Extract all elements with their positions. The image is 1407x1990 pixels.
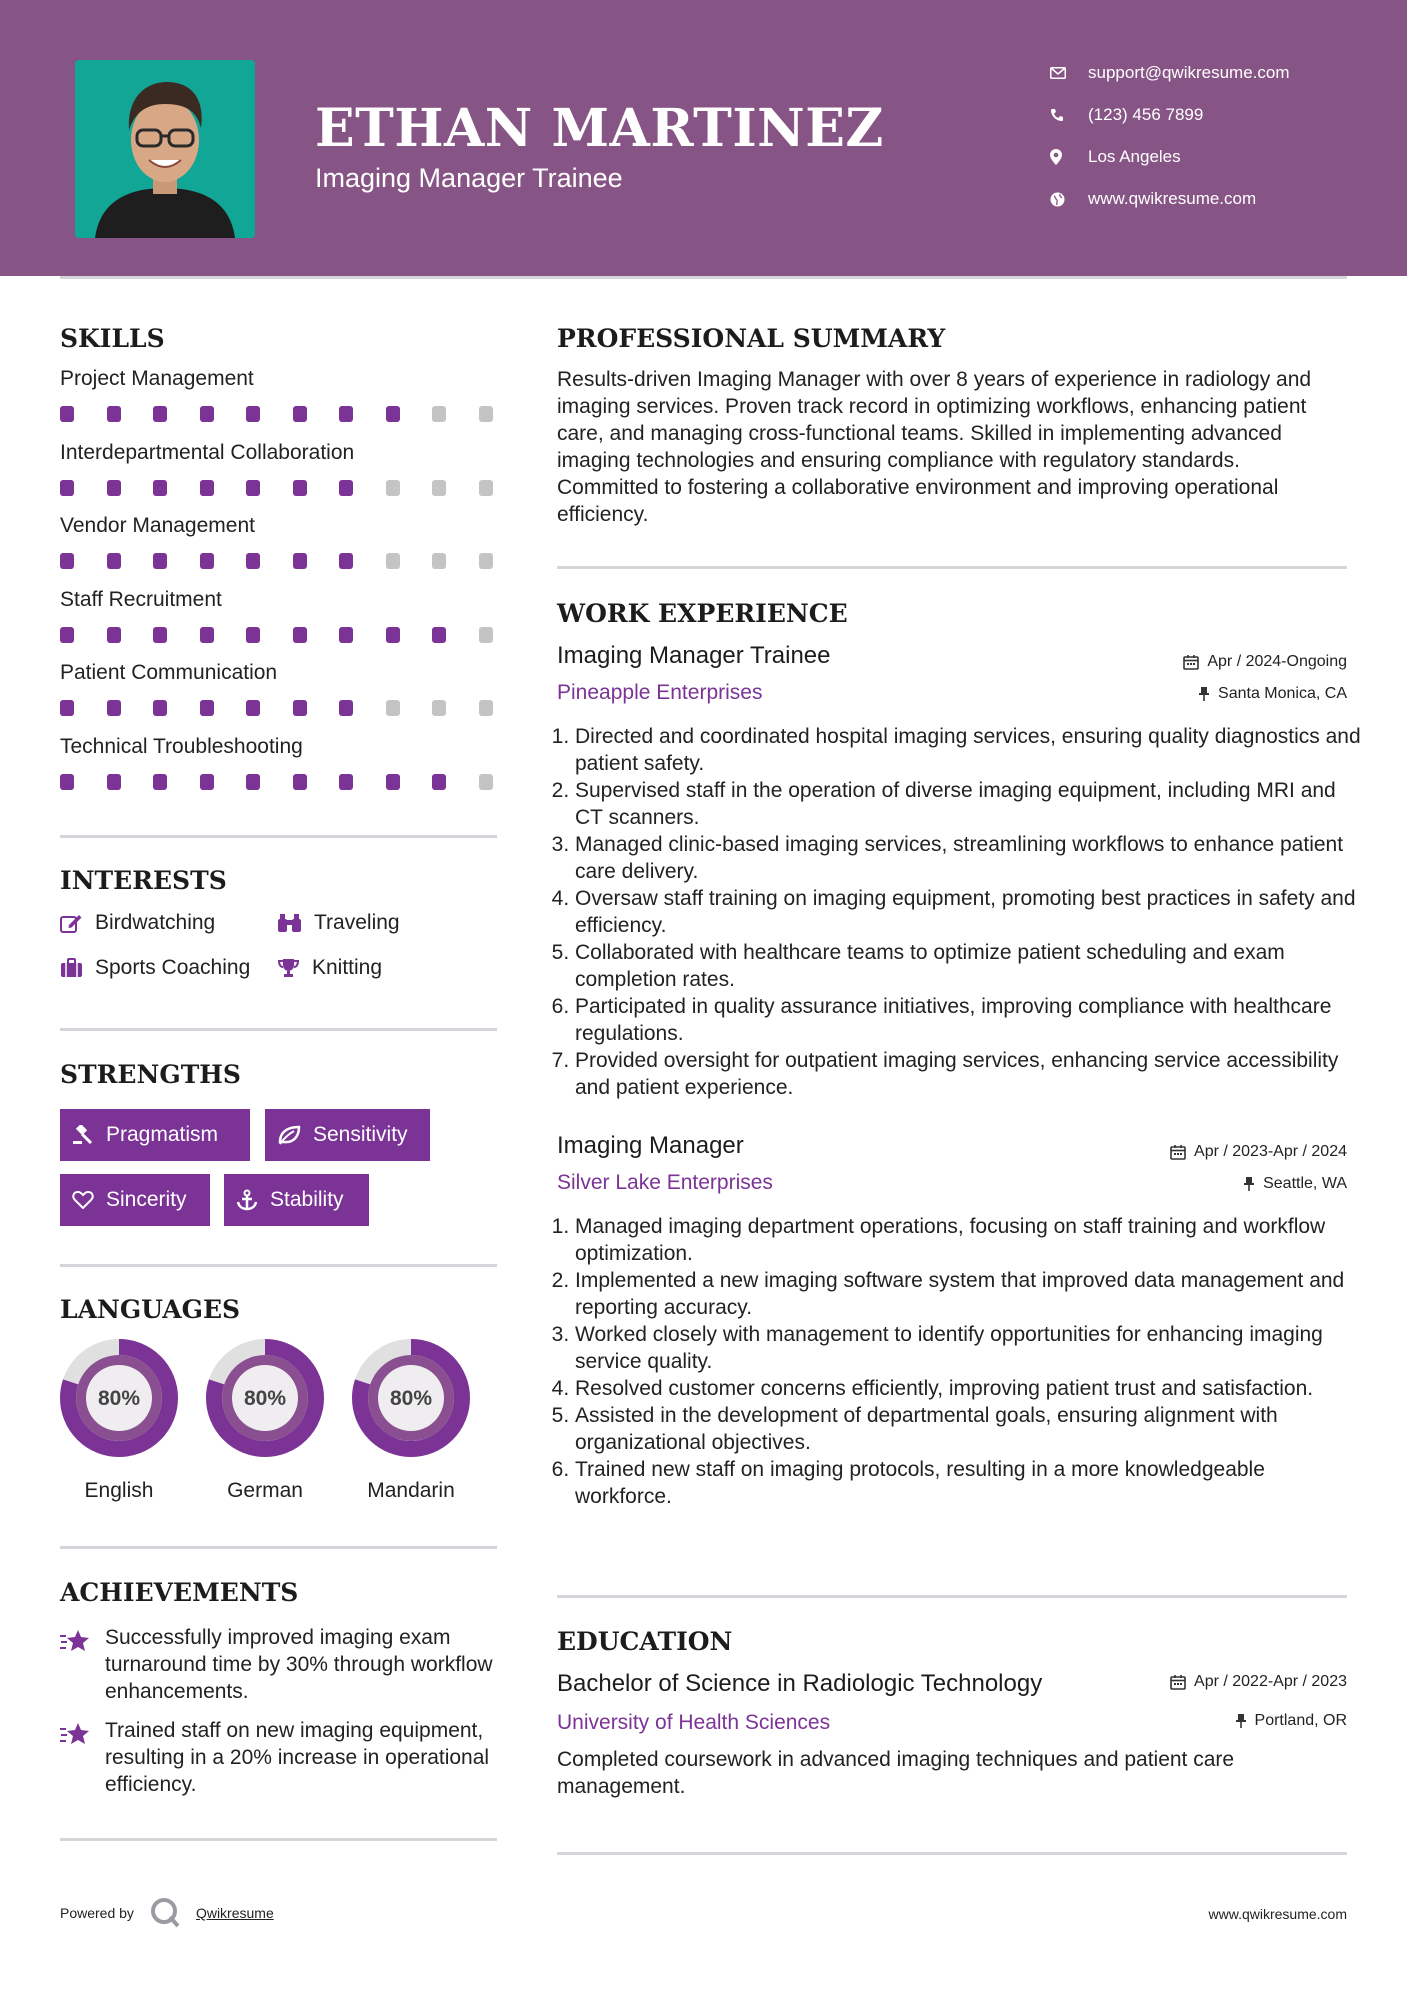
skill-rating: [60, 406, 525, 422]
strength-label: Sincerity: [106, 1188, 187, 1211]
duty-item: 1. Managed imaging department operations, focusing on staff training and workflow optimization.: [575, 1213, 1365, 1267]
skills-title: SKILLS: [60, 324, 165, 353]
rating-dot-empty: [386, 480, 400, 496]
education-location-text: Portland, OR: [1254, 1712, 1347, 1729]
calendar-icon: [1183, 654, 1199, 670]
job-title: Imaging Manager: [557, 1132, 744, 1159]
rating-dot-filled: [386, 406, 400, 422]
candidate-name: ETHAN MARTINEZ: [315, 98, 884, 159]
contact-email-text: support@qwikresume.com: [1088, 63, 1290, 82]
rating-dot-filled: [293, 700, 307, 716]
job-date-text: Apr / 2023-Apr / 2024: [1194, 1143, 1347, 1160]
rating-dot-filled: [107, 480, 121, 496]
duty-item: 5. Assisted in the development of departmental goals, ensuring alignment with organizational objectives.: [575, 1402, 1365, 1456]
binoculars-icon: [277, 913, 302, 933]
duty-item: 3. Managed clinic-based imaging services, streamlining workflows to enhance patient care delivery.: [575, 831, 1365, 885]
duty-item: 4. Resolved customer concerns efficiently, improving patient trust and satisfaction.: [575, 1375, 1365, 1402]
education-divider: [557, 1852, 1347, 1855]
duty-item: 4. Oversaw staff training on imaging equipment, promoting best practices in safety and efficiency.: [575, 885, 1365, 939]
interest-item: [60, 956, 250, 980]
rating-dot-filled: [153, 700, 167, 716]
strength-label: Sensitivity: [313, 1123, 408, 1146]
skill-name: Staff Recruitment: [60, 587, 222, 611]
qwikresume-logo-icon: [148, 1896, 184, 1930]
profile-photo: [75, 60, 255, 238]
rating-dot-filled: [293, 406, 307, 422]
skill-rating: [60, 700, 525, 716]
rating-dot-filled: [200, 627, 214, 643]
rating-dot-filled: [153, 480, 167, 496]
rating-dot-filled: [60, 700, 74, 716]
pushpin-icon: [1198, 686, 1210, 702]
experience-title: WORK EXPERIENCE: [557, 599, 848, 628]
interest-item: [60, 911, 215, 935]
strength-badge: [224, 1174, 369, 1226]
rating-dot-filled: [200, 406, 214, 422]
powered-by-text: Powered by: [60, 1905, 134, 1921]
duty-item: 6. Participated in quality assurance initiatives, improving compliance with healthcare regulations.: [575, 993, 1365, 1047]
interest-label: Sports Coaching: [95, 956, 251, 979]
job-location: [1198, 685, 1347, 703]
interest-label: Birdwatching: [95, 911, 216, 934]
duty-item: 2. Supervised staff in the operation of diverse imaging equipment, including MRI and CT scanners.: [575, 777, 1365, 831]
skill-rating: [60, 480, 525, 496]
footer-powered: [60, 1896, 274, 1930]
contact-location-text: Los Angeles: [1088, 147, 1181, 166]
person-avatar-icon: [75, 60, 255, 238]
rating-dot-empty: [432, 553, 446, 569]
language-name: German: [227, 1479, 303, 1502]
strength-badge: [60, 1109, 250, 1161]
contact-list: [1050, 52, 1290, 220]
language-percent: 80%: [243, 1387, 287, 1410]
duty-item: 1. Directed and coordinated hospital imaging services, ensuring quality diagnostics and patient safety.: [575, 723, 1365, 777]
skill-rating: [60, 774, 525, 790]
rating-dot-empty: [479, 406, 493, 422]
rating-dot-filled: [60, 627, 74, 643]
strengths-divider: [60, 1264, 497, 1267]
skills-divider: [60, 835, 497, 838]
rating-dot-empty: [386, 700, 400, 716]
company-name: Pineapple Enterprises: [557, 681, 763, 704]
achievements-divider: [60, 1838, 497, 1841]
skill-name: Technical Troubleshooting: [60, 734, 303, 758]
job-date-text: Apr / 2024-Ongoing: [1207, 653, 1347, 670]
education-location: [1235, 1712, 1347, 1730]
education-date-text: Apr / 2022-Apr / 2023: [1194, 1673, 1347, 1690]
interest-label: Traveling: [314, 911, 400, 934]
interests-divider: [60, 1028, 497, 1031]
contact-location: [1050, 136, 1290, 178]
duty-item: 6. Trained new staff on imaging protocols, resulting in a more knowledgeable workforce.: [575, 1456, 1365, 1510]
duty-item: 5. Collaborated with healthcare teams to optimize patient scheduling and exam completion rates.: [575, 939, 1365, 993]
duty-item: 3. Worked closely with management to identify opportunities for enhancing imaging service quality.: [575, 1321, 1365, 1375]
rating-dot-filled: [339, 627, 353, 643]
language-name: Mandarin: [367, 1479, 455, 1502]
rating-dot-filled: [200, 774, 214, 790]
rating-dot-filled: [246, 406, 260, 422]
footer-url[interactable]: www.qwikresume.com: [1208, 1906, 1347, 1922]
gavel-icon: [72, 1125, 94, 1145]
rating-dot-filled: [60, 553, 74, 569]
interest-item: [277, 911, 400, 935]
skill-name: Patient Communication: [60, 661, 278, 684]
language-ring: [203, 1336, 327, 1460]
star-icon: [60, 1717, 105, 1798]
rating-dot-filled: [153, 406, 167, 422]
rating-dot-filled: [200, 553, 214, 569]
rating-dot-empty: [386, 553, 400, 569]
language-ring: [349, 1336, 473, 1460]
education-title: EDUCATION: [557, 1627, 733, 1656]
interest-label: Knitting: [312, 956, 383, 979]
rating-dot-filled: [153, 774, 167, 790]
rating-dot-filled: [153, 627, 167, 643]
rating-dot-filled: [153, 553, 167, 569]
rating-dot-filled: [386, 627, 400, 643]
candidate-role: Imaging Manager Trainee: [315, 163, 623, 193]
rating-dot-filled: [107, 627, 121, 643]
rating-dot-filled: [246, 774, 260, 790]
language-percent: 80%: [97, 1387, 141, 1410]
rating-dot-filled: [339, 774, 353, 790]
rating-dot-filled: [246, 700, 260, 716]
contact-phone-text: (123) 456 7899: [1088, 105, 1204, 124]
rating-dot-filled: [60, 774, 74, 790]
achievement-item: [60, 1717, 505, 1798]
duty-item: 7. Provided oversight for outpatient imaging services, enhancing service accessibility and patient experience.: [575, 1047, 1365, 1101]
calendar-icon: [1170, 1674, 1186, 1690]
rating-dot-filled: [200, 700, 214, 716]
rating-dot-empty: [479, 700, 493, 716]
language-name: English: [84, 1479, 154, 1502]
job-location-text: Seattle, WA: [1263, 1175, 1347, 1192]
strengths-title: STRENGTHS: [60, 1060, 241, 1089]
anchor-icon: [236, 1189, 258, 1211]
language-ring: [57, 1336, 181, 1460]
rating-dot-filled: [432, 774, 446, 790]
calendar-icon: [1170, 1144, 1186, 1160]
contact-website-text: www.qwikresume.com: [1088, 189, 1257, 208]
heart-icon: [72, 1190, 94, 1210]
rating-dot-filled: [246, 553, 260, 569]
rating-dot-filled: [339, 406, 353, 422]
rating-dot-filled: [107, 406, 121, 422]
rating-dot-empty: [432, 480, 446, 496]
skill-name: Vendor Management: [60, 514, 255, 537]
company-name: Silver Lake Enterprises: [557, 1171, 773, 1194]
rating-dot-filled: [200, 480, 214, 496]
job-duties: [557, 1213, 1365, 1510]
achievements-title: ACHIEVEMENTS: [60, 1578, 299, 1607]
rating-dot-filled: [107, 774, 121, 790]
achievement-text: Trained staff on new imaging equipment, resulting in a 20% increase in operational efficiency.: [105, 1719, 490, 1796]
rating-dot-empty: [432, 700, 446, 716]
summary-divider: [557, 566, 1347, 569]
pushpin-icon: [1235, 1713, 1247, 1729]
job-location: [1243, 1175, 1347, 1193]
summary-title: PROFESSIONAL SUMMARY: [557, 324, 946, 353]
rating-dot-filled: [246, 480, 260, 496]
rating-dot-filled: [339, 700, 353, 716]
rating-dot-filled: [339, 480, 353, 496]
rating-dot-empty: [479, 627, 493, 643]
strength-badge: [60, 1174, 210, 1226]
resume-header: [0, 0, 1407, 276]
rating-dot-filled: [107, 700, 121, 716]
job-date: [1183, 653, 1347, 671]
achievement-text: Successfully improved imaging exam turnaround time by 30% through workflow enhancements.: [105, 1626, 493, 1703]
rating-dot-filled: [60, 406, 74, 422]
rating-dot-empty: [479, 480, 493, 496]
header-divider: [60, 276, 1347, 279]
trophy-icon: [277, 958, 300, 978]
strength-label: Stability: [270, 1188, 344, 1211]
map-pin-icon: [1050, 149, 1088, 165]
skill-name: Project Management: [60, 367, 254, 390]
languages-divider: [60, 1546, 497, 1549]
skill-rating: [60, 627, 525, 643]
strength-badge: [265, 1109, 430, 1161]
language-percent: 80%: [389, 1387, 433, 1410]
degree-title: Bachelor of Science in Radiologic Technology: [557, 1670, 1043, 1697]
skill-name: Interdepartmental Collaboration: [60, 440, 355, 464]
rating-dot-filled: [339, 553, 353, 569]
rating-dot-filled: [293, 553, 307, 569]
rating-dot-filled: [107, 553, 121, 569]
job-title: Imaging Manager Trainee: [557, 642, 831, 669]
summary-text: Results-driven Imaging Manager with over 8 years of experience in radiology and imaging services. Proven track record in optimizing workflows, enhancing patient care, and managing cross-functional teams. Skilled in implementing advanced imaging technologies and ensuring compliance with regulatory standards. Committed to fostering a collaborative environment and improving operational efficiency.: [557, 368, 1312, 526]
brand-link[interactable]: Qwikresume: [195, 1905, 274, 1921]
edit-icon: [60, 913, 83, 933]
achievement-item: [60, 1624, 505, 1705]
rating-dot-filled: [386, 774, 400, 790]
leaf-icon: [277, 1125, 301, 1145]
rating-dot-empty: [432, 406, 446, 422]
contact-phone[interactable]: [1050, 94, 1290, 136]
skill-rating: [60, 553, 525, 569]
job-date: [1170, 1143, 1347, 1161]
duty-item: 2. Implemented a new imaging software system that improved data management and reporting accuracy.: [575, 1267, 1365, 1321]
education-date: [1170, 1673, 1347, 1691]
language-item: [203, 1336, 327, 1503]
rating-dot-filled: [432, 627, 446, 643]
languages-title: LANGUAGES: [60, 1295, 241, 1324]
rating-dot-filled: [293, 774, 307, 790]
star-icon: [60, 1624, 105, 1705]
rating-dot-filled: [293, 627, 307, 643]
experience-divider: [557, 1595, 1347, 1598]
interest-item: [277, 956, 382, 980]
rating-dot-empty: [479, 774, 493, 790]
phone-icon: [1050, 108, 1088, 122]
job-location-text: Santa Monica, CA: [1218, 685, 1347, 702]
interests-title: INTERESTS: [60, 866, 227, 895]
strength-label: Pragmatism: [106, 1123, 219, 1146]
language-item: [349, 1336, 473, 1503]
education-description: Completed coursework in advanced imaging techniques and patient care management.: [557, 1748, 1235, 1798]
envelope-icon: [1050, 67, 1088, 79]
suitcase-icon: [60, 958, 83, 978]
language-item: [57, 1336, 181, 1503]
job-duties: [557, 723, 1365, 1101]
rating-dot-filled: [246, 627, 260, 643]
rating-dot-filled: [293, 480, 307, 496]
rating-dot-filled: [60, 480, 74, 496]
contact-website[interactable]: [1050, 178, 1290, 220]
globe-icon: [1050, 192, 1088, 207]
rating-dot-empty: [479, 553, 493, 569]
contact-email[interactable]: [1050, 52, 1290, 94]
pushpin-icon: [1243, 1176, 1255, 1192]
school-name: University of Health Sciences: [557, 1711, 831, 1734]
